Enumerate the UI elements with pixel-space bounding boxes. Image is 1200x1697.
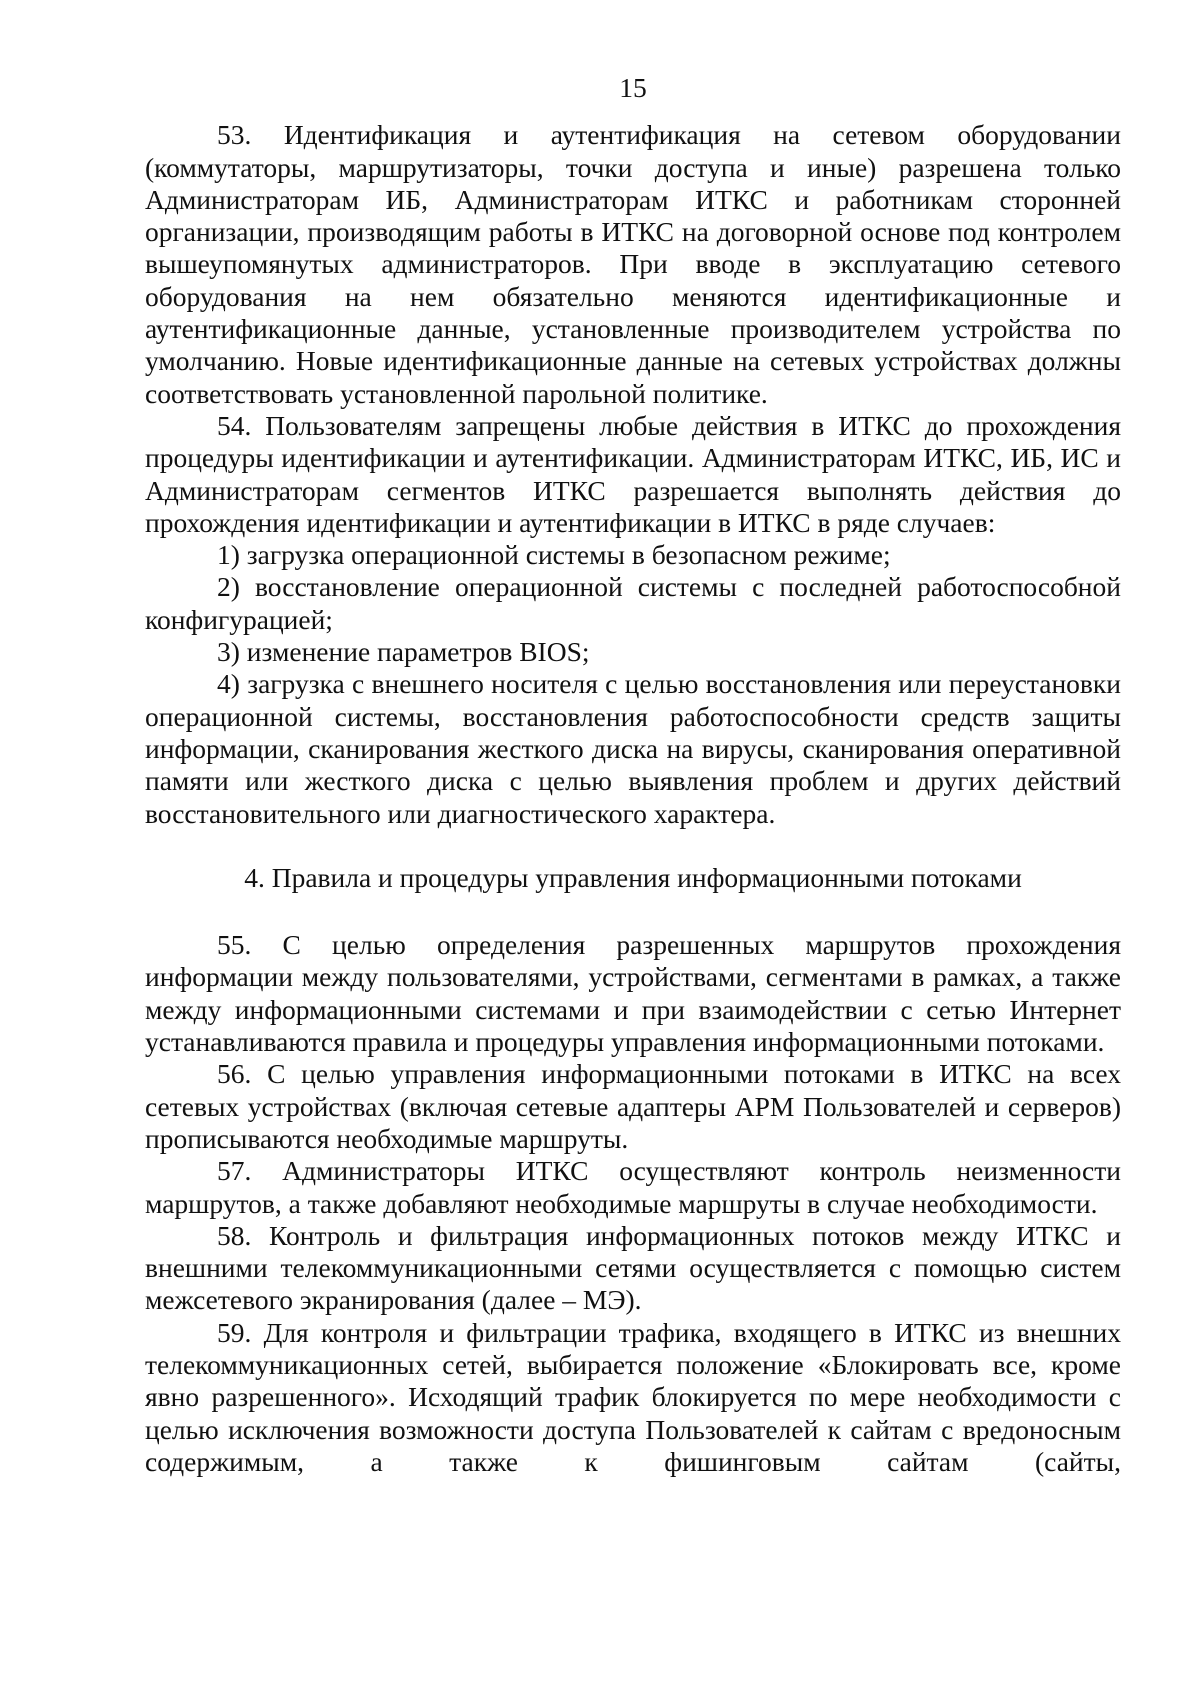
section-heading: 4. Правила и процедуры управления информационными потоками — [244, 861, 1022, 893]
paragraph-53: 53. Идентификация и аутентификация на сетевом оборудовании (коммутаторы, маршрутизаторы, точки доступа и иные) разрешена только Администраторам ИБ, Администраторам ИТКС и работникам сторонней организации, производящим работы в ИТКС на договорной основе под контролем вышеупомянутых администраторов. При вводе в эксплуатацию сетевого оборудования на нем обязательно меняются идентификационные и аутентификационные данные, установленные производителем устройства по умолчанию. Новые идентификационные данные на сетевых устройствах должны соответствовать установленной парольной политике. — [145, 119, 1121, 409]
list-item-2: 2) восстановление операционной системы с последней работоспособной конфигурацией; — [145, 571, 1121, 635]
paragraph-57: 57. Администраторы ИТКС осуществляют контроль неизменности маршрутов, а также добавляют необходимые маршруты в случае необходимости. — [145, 1155, 1121, 1219]
document-page — [145, 72, 1121, 1478]
list-item-1: 1) загрузка операционной системы в безопасном режиме; — [217, 539, 891, 571]
page-number: 15 — [619, 72, 647, 103]
list-item-4: 4) загрузка с внешнего носителя с целью восстановления или переустановки операционной системы, восстановления работоспособности средств защиты информации, сканирования жесткого диска на вирусы, сканирования оперативной памяти или жесткого диска с целью выявления проблем и других действий восстановительного или диагностического характера. — [145, 668, 1121, 829]
paragraph-56: 56. С целью управления информационными потоками в ИТКС на всех сетевых устройствах (включая сетевые адаптеры АРМ Пользователей и серверов) прописываются необходимые маршруты. — [145, 1058, 1121, 1154]
paragraph-54: 54. Пользователям запрещены любые действия в ИТКС до прохождения процедуры идентификации и аутентификации. Администраторам ИТКС, ИБ, ИС и Администраторам сегментов ИТКС разрешается выполнять действия до прохождения идентификации и аутентификации в ИТКС в ряде случаев: — [145, 409, 1121, 538]
list-item-3: 3) изменение параметров BIOS; — [217, 636, 590, 668]
paragraph-59: 59. Для контроля и фильтрации трафика, входящего в ИТКС из внешних телекоммуникационных сетей, выбирается положение «Блокировать все, кроме явно разрешенного». Исходящий трафик блокируется по мере необходимости с целью исключения возможности доступа Пользователей к сайтам с вредоносным содержимым, а также к фишинговым сайтам (сайты, — [145, 1316, 1121, 1477]
paragraph-58: 58. Контроль и фильтрация информационных потоков между ИТКС и внешними телекоммуникационными сетями осуществляется с помощью систем межсетевого экранирования (далее – МЭ). — [145, 1219, 1121, 1316]
paragraph-55: 55. С целью определения разрешенных маршрутов прохождения информации между пользователями, устройствами, сегментами в рамках, а также между информационными системами и при взаимодействии с сетью Интернет устанавливаются правила и процедуры управления информационными потоками. — [145, 929, 1121, 1058]
